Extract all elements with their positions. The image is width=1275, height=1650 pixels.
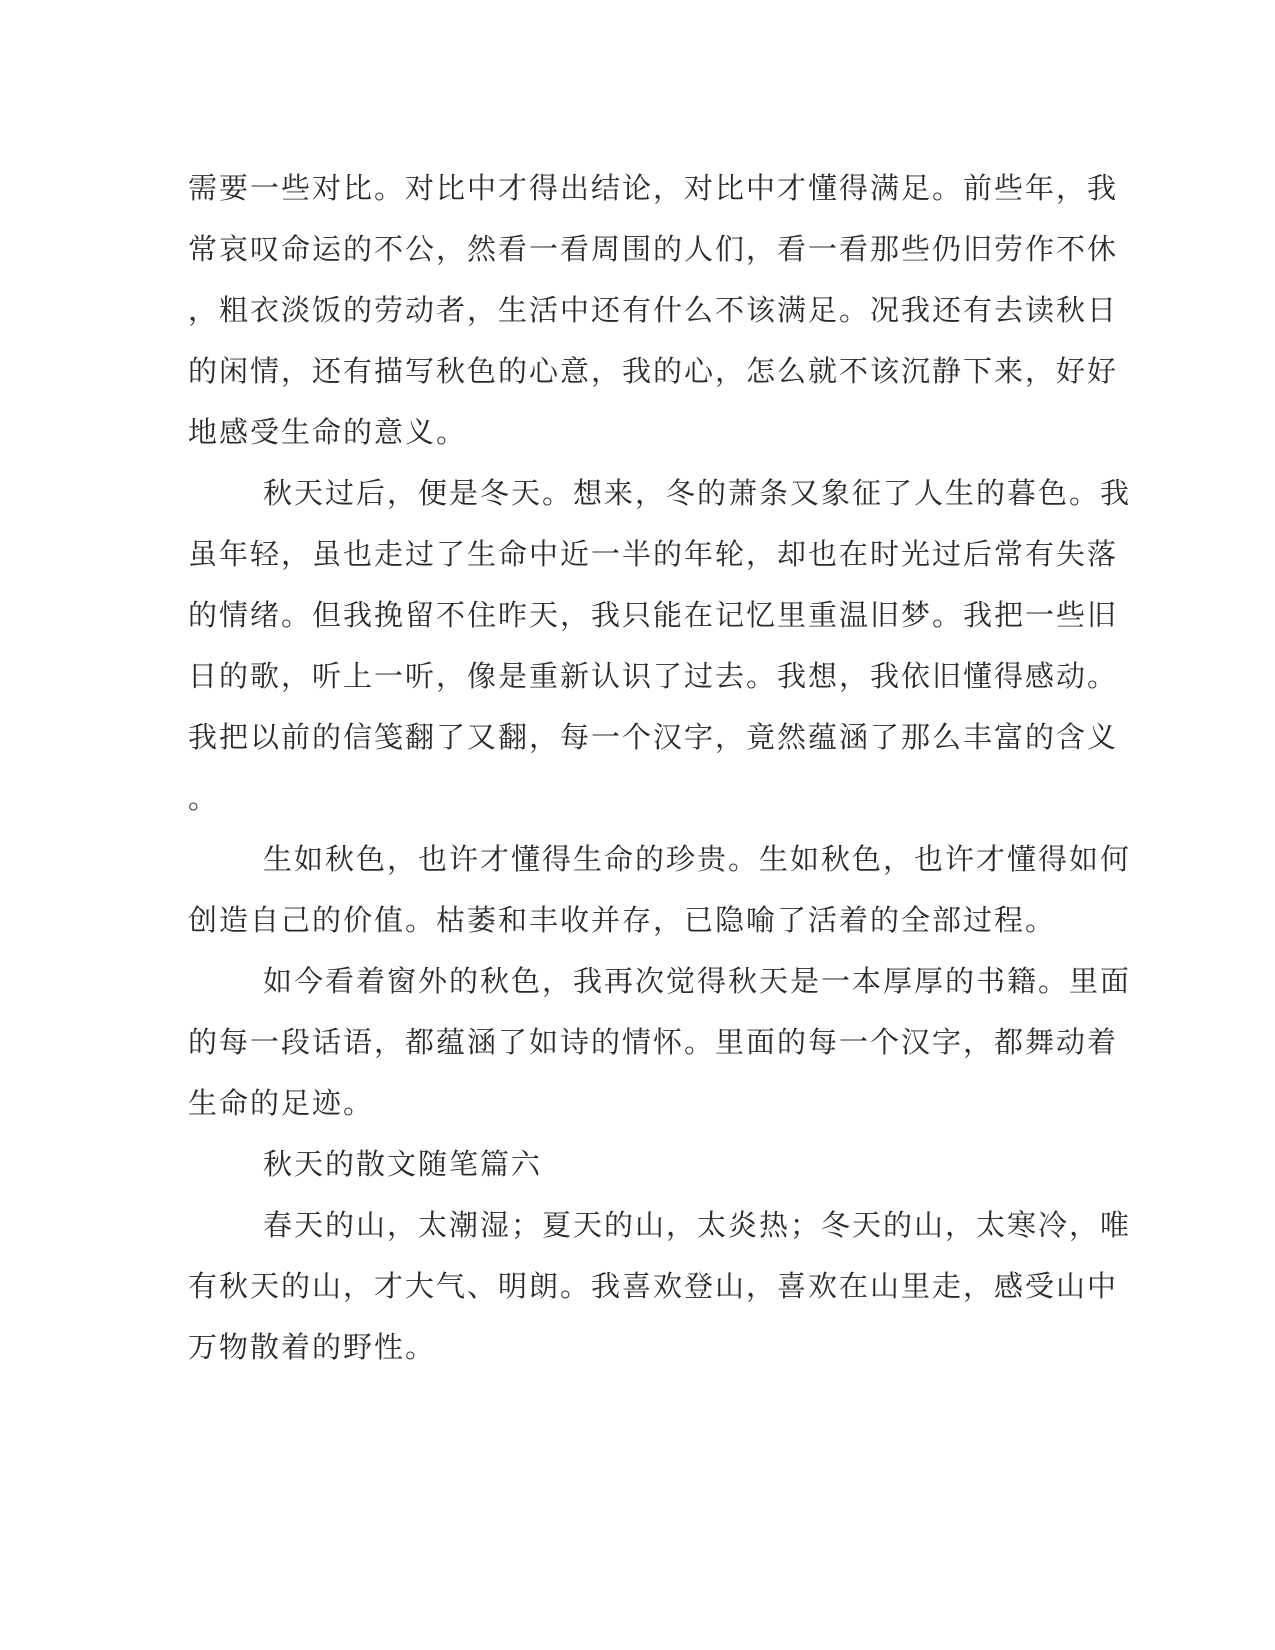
text-line: 的情绪。但我挽留不住昨天，我只能在记忆里重温旧梦。我把一些旧 [188, 598, 1119, 632]
text-line: 我把以前的信笺翻了又翻，每一个汉字，竟然蕴涵了那么丰富的含义 [188, 720, 1119, 754]
text-line: 地感受生命的意义。 [188, 415, 468, 449]
section-heading: 秋天的散文随笔篇六 [263, 1147, 543, 1181]
text-line: 需要一些对比。对比中才得出结论，对比中才懂得满足。前些年，我 [188, 171, 1119, 205]
text-line: 万物散着的野性。 [188, 1330, 437, 1364]
text-line: 的闲情，还有描写秋色的心意，我的心，怎么就不该沉静下来，好好 [188, 354, 1119, 388]
text-line: 生命的足迹。 [188, 1086, 375, 1120]
text-line: 日的歌，听上一听，像是重新认识了过去。我想，我依旧懂得感动。 [188, 659, 1119, 693]
paragraph-start-line: 如今看着窗外的秋色，我再次觉得秋天是一本厚厚的书籍。里面 [263, 964, 1132, 998]
body-text [188, 158, 1132, 1378]
text-line: ，粗衣淡饭的劳动者，生活中还有什么不该满足。况我还有去读秋日 [188, 293, 1119, 327]
paragraph-start-line: 春天的山，太潮湿；夏天的山，太炎热；冬天的山，太寒冷，唯 [263, 1208, 1132, 1242]
text-line: 。 [188, 781, 220, 815]
text-line: 常哀叹命运的不公，然看一看周围的人们，看一看那些仍旧劳作不休 [188, 232, 1119, 266]
paragraph-start-line: 秋天过后，便是冬天。想来，冬的萧条又象征了人生的暮色。我 [263, 476, 1132, 510]
text-line: 虽年轻，虽也走过了生命中近一半的年轮，却也在时光过后常有失落 [188, 537, 1119, 571]
text-line: 的每一段话语，都蕴涵了如诗的情怀。里面的每一个汉字，都舞动着 [188, 1025, 1119, 1059]
paragraph-start-line: 生如秋色，也许才懂得生命的珍贵。生如秋色，也许才懂得如何 [263, 842, 1132, 876]
text-line: 有秋天的山，才大气、明朗。我喜欢登山，喜欢在山里走，感受山中 [188, 1269, 1119, 1303]
text-line: 创造自己的价值。枯萎和丰收并存，已隐喻了活着的全部过程。 [188, 903, 1057, 937]
